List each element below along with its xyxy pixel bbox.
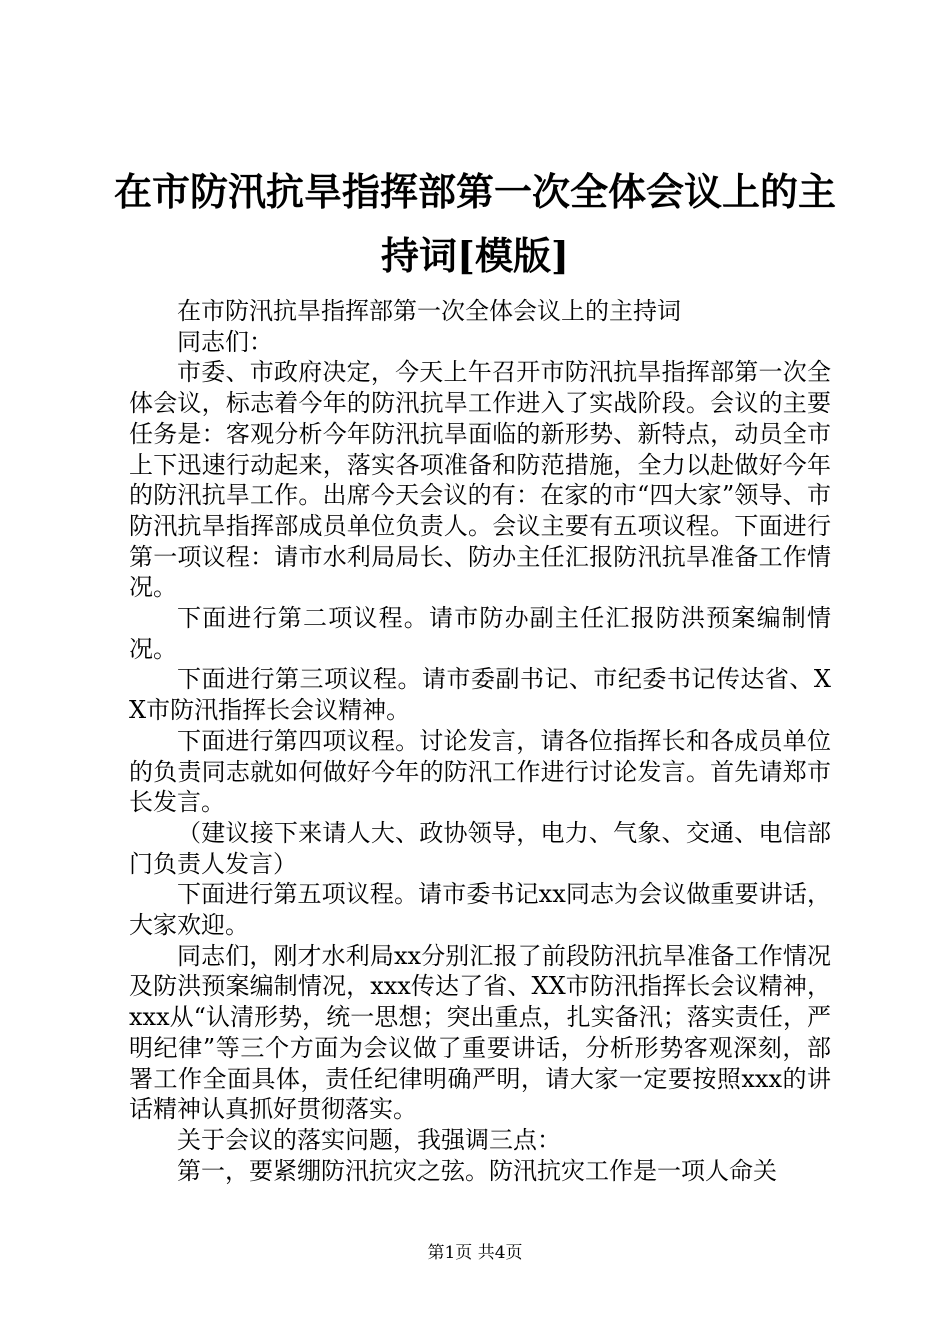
body-paragraph: 下面进行第二项议程。请市防办副主任汇报防洪预案编制情况。 [129,604,831,663]
body-paragraph: （建议接下来请人大、政协领导，电力、气象、交通、电信部门负责人发言） [129,818,831,878]
body-paragraph: 下面进行第四项议程。讨论发言，请各位指挥长和各成员单位的负责同志就如何做好今年的防汛工作进行讨论发言。首先请郑市长发言。 [129,726,831,817]
body-paragraph: 下面进行第五项议程。请市委书记xx同志为会议做重要讲话，大家欢迎。 [129,880,831,940]
body-paragraph: 下面进行第三项议程。请市委副书记、市纪委书记传达省、XX市防汛指挥长会议精神。 [129,665,831,725]
body-paragraph: 同志们： [177,327,273,356]
body-paragraph: 第一，要紧绷防汛抗灾之弦。防汛抗灾工作是一项人命关 [177,1156,777,1185]
document-title: 在市防汛抗旱指挥部第一次全体会议上的主持词[模版] [113,169,836,278]
document-body [129,296,831,1186]
body-paragraph: 在市防汛抗旱指挥部第一次全体会议上的主持词 [177,297,681,325]
body-paragraph: 市委、市政府决定，今天上午召开市防汛抗旱指挥部第一次全体会议，标志着今年的防汛抗旱工作进入了实战阶段。会议的主要任务是：客观分析今年防汛抗旱面临的新形势、新特点，动员全市上下迅速行动起来，落实各项准备和防范措施，全力以赴做好今年的防汛抗旱工作。出席今天会议的有：在家的市“四大家”领导、市防汛抗旱指挥部成员单位负责人。会议主要有五项议程。下面进行第一项议程：请市水利局局长、防办主任汇报防汛抗旱准备工作情况。 [129,358,831,602]
body-paragraph: 关于会议的落实问题，我强调三点： [177,1125,561,1154]
page-number-footer: 第1页 共4页 [427,1243,523,1263]
body-paragraph: 同志们，刚才水利局xx分别汇报了前段防汛抗旱准备工作情况及防洪预案编制情况，xxx传达了省、XX市防汛指挥长会议精神，xxx从“认清形势，统一思想；突出重点，扎实备汛；落实责任，严明纪律”等三个方面为会议做了重要讲话，分析形势客观深刻，部署工作全面具体，责任纪律明确严明，请大家一定要按照xxx的讲话精神认真抓好贯彻落实。 [129,941,831,1124]
